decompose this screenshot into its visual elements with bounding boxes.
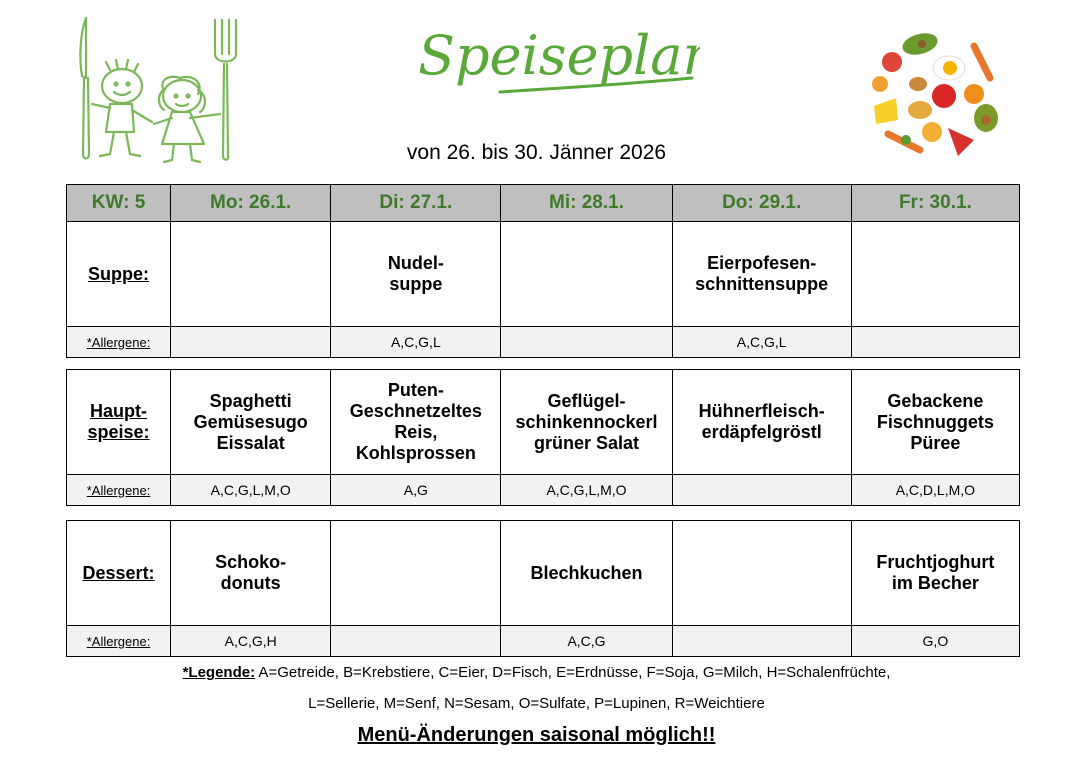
day-header-monday: Mo: 26.1.: [171, 185, 331, 222]
dish-cell: Nudel- suppe: [331, 222, 501, 327]
allergen-cell: [672, 475, 851, 506]
section-label-main-course: Haupt- speise:: [67, 370, 171, 475]
dish-cell: [851, 222, 1019, 327]
section-label-dessert: Dessert:: [67, 521, 171, 626]
allergen-label: *Allergene:: [67, 327, 171, 358]
allergen-cell: [851, 327, 1019, 358]
day-header-wednesday: Mi: 28.1.: [501, 185, 672, 222]
day-header-thursday: Do: 29.1.: [672, 185, 851, 222]
dish-cell: Schoko- donuts: [171, 521, 331, 626]
dish-cell: [672, 521, 851, 626]
dish-cell: [331, 521, 501, 626]
allergen-cell: A,G: [331, 475, 501, 506]
dish-cell: Geflügel- schinkennockerl grüner Salat: [501, 370, 672, 475]
dish-cell: Puten- Geschnetzeltes Reis, Kohlsprossen: [331, 370, 501, 475]
allergen-cell: [501, 327, 672, 358]
main-course-table: [66, 369, 1020, 506]
allergen-legend-line2: L=Sellerie, M=Senf, N=Sesam, O=Sulfate, P=Lupinen, R=Weichtiere: [308, 695, 765, 712]
section-label-soup: Suppe:: [67, 222, 171, 327]
legend-text-line1: A=Getreide, B=Krebstiere, C=Eier, D=Fisch, E=Erdnüsse, F=Soja, G=Milch, H=Schalenfrüchte,: [255, 664, 891, 681]
page-title: [410, 14, 700, 104]
dish-cell: [171, 222, 331, 327]
week-number-header: KW: 5: [67, 185, 171, 222]
allergen-label: *Allergene:: [67, 626, 171, 657]
dish-cell: Blechkuchen: [501, 521, 672, 626]
allergen-cell: A,C,G,L: [331, 327, 501, 358]
day-header-tuesday: Di: 27.1.: [331, 185, 501, 222]
allergen-cell: A,C,G,L,M,O: [501, 475, 672, 506]
dessert-table: [66, 520, 1020, 657]
menu-change-notice: Menü-Änderungen saisonal möglich!!: [357, 724, 716, 746]
fruit-vegetable-circle-illustration: [862, 28, 1012, 158]
dish-cell: [501, 222, 672, 327]
dish-cell: Fruchtjoghurt im Becher: [851, 521, 1019, 626]
dish-cell: Eierpofesen- schnittensuppe: [672, 222, 851, 327]
dish-cell: Gebackene Fischnuggets Püree: [851, 370, 1019, 475]
allergen-cell: A,C,G: [501, 626, 672, 657]
allergen-cell: A,C,D,L,M,O: [851, 475, 1019, 506]
allergen-legend-line1: [0, 664, 1073, 681]
svg-text:Speiseplan: Speiseplan: [418, 24, 700, 87]
dish-cell: Spaghetti Gemüsesugo Eissalat: [171, 370, 331, 475]
dish-cell: Hühnerfleisch- erdäpfelgröstl: [672, 370, 851, 475]
weekday-header-table: [66, 184, 1020, 358]
legend-label: *Legende:: [182, 664, 256, 681]
date-range-subtitle: von 26. bis 30. Jänner 2026: [406, 141, 667, 164]
allergen-cell: A,C,G,L,M,O: [171, 475, 331, 506]
allergen-cell: [171, 327, 331, 358]
allergen-cell: A,C,G,L: [672, 327, 851, 358]
day-header-friday: Fr: 30.1.: [851, 185, 1019, 222]
allergen-cell: G,O: [851, 626, 1019, 657]
allergen-cell: [672, 626, 851, 657]
allergen-cell: [331, 626, 501, 657]
allergen-label: *Allergene:: [67, 475, 171, 506]
allergen-cell: A,C,G,H: [171, 626, 331, 657]
